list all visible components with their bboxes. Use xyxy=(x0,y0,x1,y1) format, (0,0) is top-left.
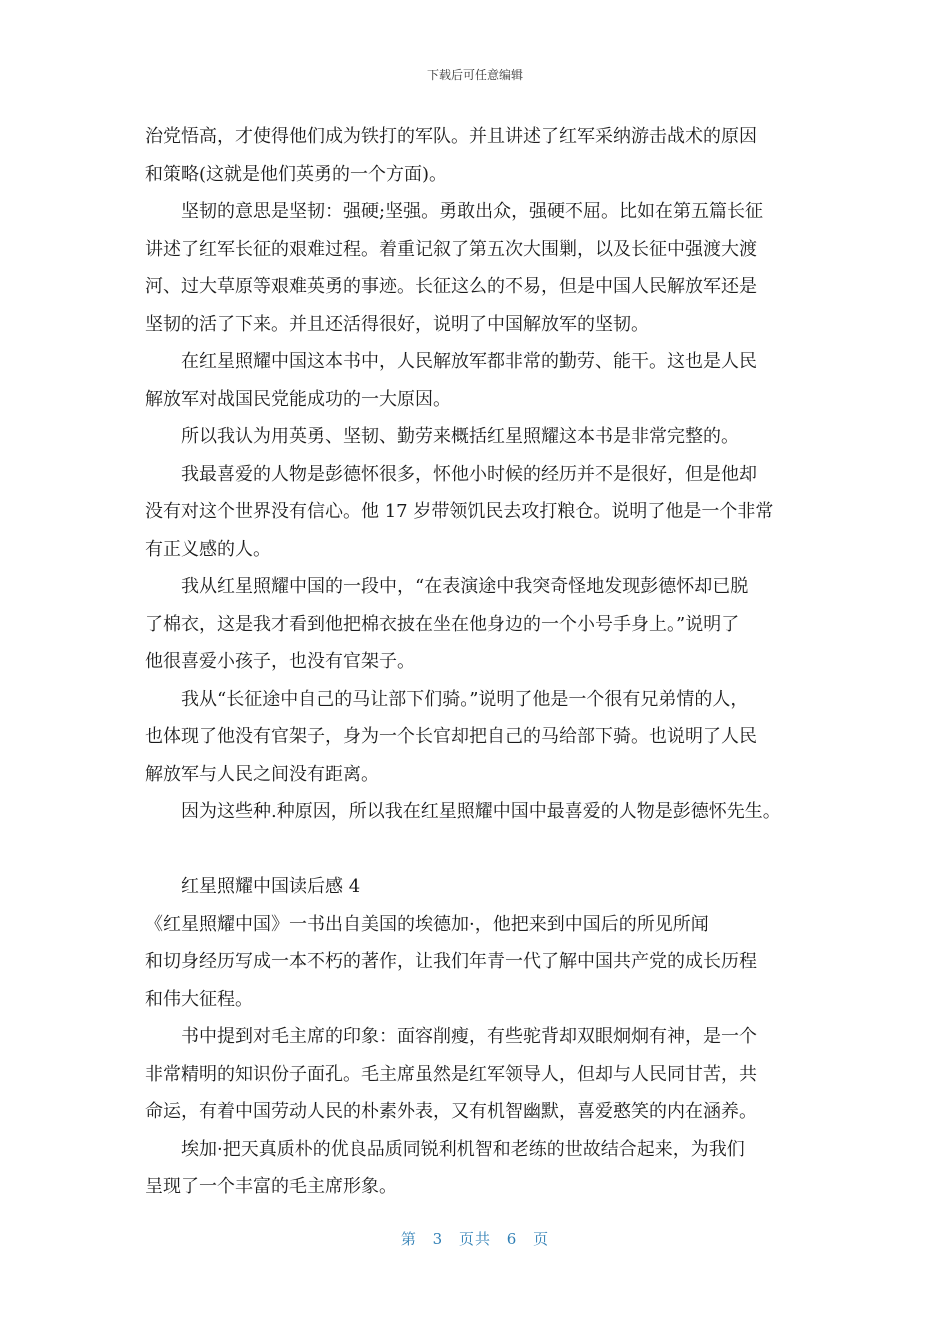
text-line: 《红星照耀中国》一书出自美国的埃德加·，他把来到中国后的所见所闻 xyxy=(145,913,709,935)
text-line: 非常精明的知识份子面孔。毛主席虽然是红军领导人，但却与人民同甘苦，共 xyxy=(145,1063,757,1085)
page-number: 第 3 页共 6 页 xyxy=(400,1230,550,1248)
text-line: 所以我认为用英勇、坚韧、勤劳来概括红星照耀这本书是非常完整的。 xyxy=(181,426,739,447)
text-line: 坚韧的意思是坚韧：强硬;坚强。勇敢出众，强硬不屈。比如在第五篇长征 xyxy=(181,201,764,222)
text-line: 有正义感的人。 xyxy=(145,538,271,560)
section-title: 红星照耀中国读后感 4 xyxy=(181,876,361,897)
text-line: 也体现了他没有官架子，身为一个长官却把自己的马给部下骑。也说明了人民 xyxy=(145,726,757,747)
text-line: 在红星照耀中国这本书中，人民解放军都非常的勤劳、能干。这也是人民 xyxy=(181,351,757,372)
text-line: 解放军对战国民党能成功的一大原因。 xyxy=(145,388,451,410)
text-line: 河、过大草原等艰难英勇的事迹。长征这么的不易，但是中国人民解放军还是 xyxy=(145,276,757,297)
text-line: 和切身经历写成一本不朽的著作，让我们年青一代了解中国共产党的成长历程 xyxy=(145,951,757,972)
text-line: 命运，有着中国劳动人民的朴素外表，又有机智幽默，喜爱憨笑的内在涵养。 xyxy=(145,1101,757,1122)
text-line: 坚韧的活了下来。并且还活得很好，说明了中国解放军的坚韧。 xyxy=(145,313,649,335)
text-line: 没有对这个世界没有信心。他 17 岁带领饥民去攻打粮仓。说明了他是一个非常 xyxy=(145,501,774,522)
text-line: 我从“长征途中自己的马让部下们骑。”说明了他是一个很有兄弟情的人， xyxy=(181,688,749,710)
text-line: 我最喜爱的人物是彭德怀很多，怀他小时候的经历并不是很好，但是他却 xyxy=(181,463,757,485)
document-body xyxy=(145,118,825,1206)
text-line: 了棉衣，这是我才看到他把棉衣披在坐在他身边的一个小号手身上。”说明了 xyxy=(145,613,740,635)
text-line: 因为这些种.种原因，所以我在红星照耀中国中最喜爱的人物是彭德怀先生。 xyxy=(181,801,781,822)
text-line: 治党悟高，才使得他们成为铁打的军队。并且讲述了红军采纳游击战术的原因 xyxy=(145,126,757,147)
text-line: 他很喜爱小孩子，也没有官架子。 xyxy=(145,651,415,672)
text-line: 讲述了红军长征的艰难过程。着重记叙了第五次大围剿，以及长征中强渡大渡 xyxy=(145,238,757,260)
text-line: 和伟大征程。 xyxy=(145,988,253,1010)
text-line: 书中提到对毛主席的印象：面容削瘦，有些驼背却双眼炯炯有神，是一个 xyxy=(181,1026,757,1047)
text-line: 埃加·把天真质朴的优良品质同锐利机智和老练的世故结合起来，为我们 xyxy=(181,1138,745,1160)
text-line: 和策略(这就是他们英勇的一个方面)。 xyxy=(145,163,448,185)
text-line: 解放军与人民之间没有距离。 xyxy=(145,763,379,785)
text-line: 呈现了一个丰富的毛主席形象。 xyxy=(145,1176,397,1197)
section-gap xyxy=(145,831,825,869)
page-header: 下载后可任意编辑 xyxy=(426,68,523,82)
text-line: 我从红星照耀中国的一段中，“在表演途中我突奇怪地发现彭德怀却已脱 xyxy=(181,576,749,597)
